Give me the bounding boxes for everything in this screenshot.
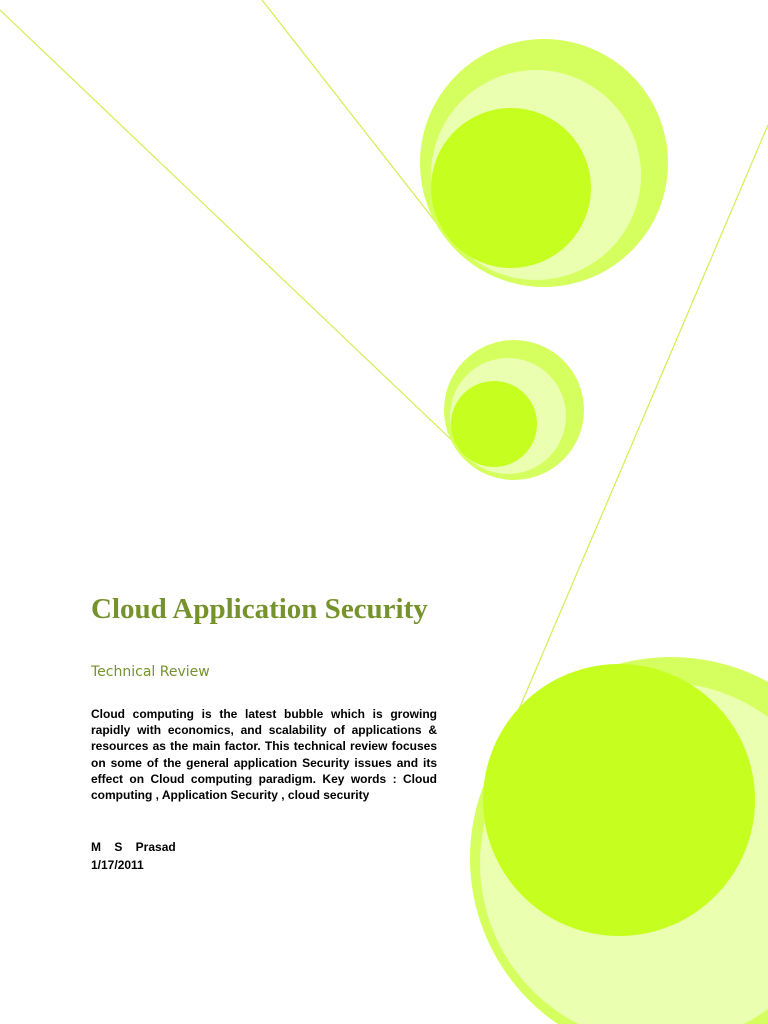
- bubble-core: [483, 664, 755, 936]
- bubble-core: [451, 381, 537, 467]
- bubble-large-bottom: [470, 657, 768, 1024]
- document-title: Cloud Application Security: [91, 593, 428, 625]
- abstract: [91, 706, 437, 803]
- bubble-core: [431, 108, 591, 268]
- bubble-large-top: [420, 39, 668, 287]
- author-name: M S Prasad: [91, 840, 176, 854]
- document-date: 1/17/2011: [91, 858, 144, 872]
- keywords-text: Key words : Cloud computing , Application Security , cloud security: [91, 771, 438, 803]
- diagonal-line: [0, 10, 460, 448]
- diagonal-line: [262, 0, 438, 225]
- document-subtitle: Technical Review: [91, 664, 210, 680]
- abstract-text: Cloud computing is the latest bubble which is growing rapidly with economics, and scalability of applications & resources as the main factor. This technical review focuses on some of the general application Security issues and its effect on Cloud computing paradigm.: [91, 707, 437, 786]
- bubble-small-middle: [444, 340, 584, 480]
